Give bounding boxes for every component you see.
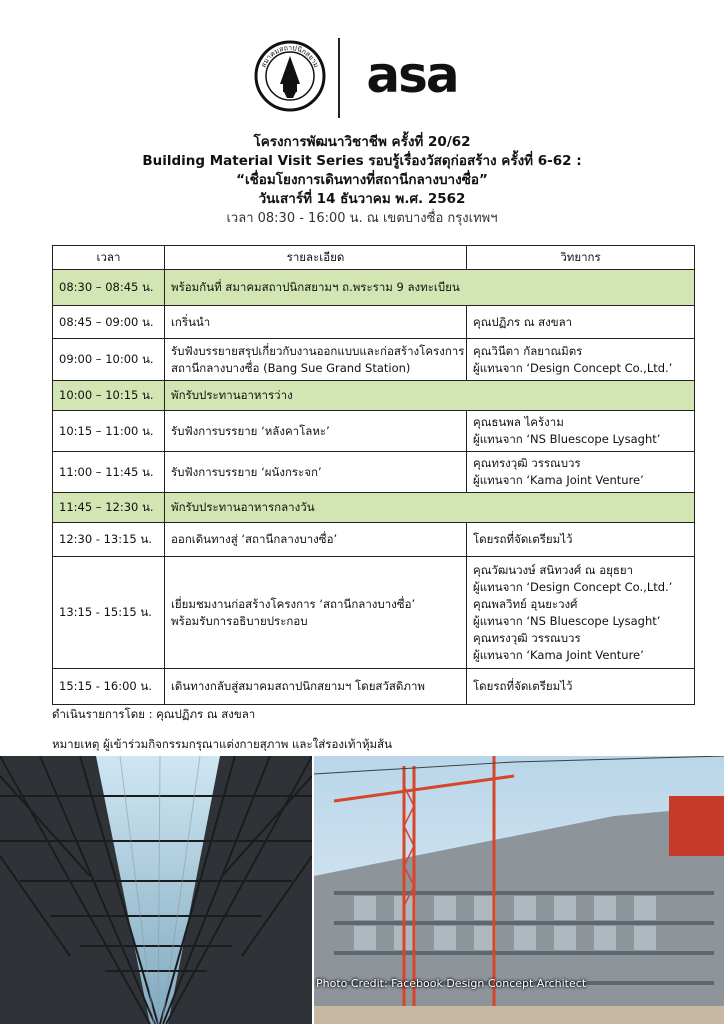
- event-theme: “เชื่อมโยงการเดินทางที่สถานีกลางบางซื่อ”: [236, 172, 488, 188]
- table-header-row: [53, 246, 695, 270]
- table-row: [53, 452, 695, 493]
- table-row: [53, 339, 695, 381]
- speaker-line: โดยรถที่จัดเตรียมไว้: [473, 679, 573, 693]
- asa-seal-logo: [254, 40, 326, 112]
- remark-note: หมายเหตุ ผู้เข้าร่วมกิจกรรมกรุณาแต่งกายสุภาพ และใส่รองเท้าหุ้มส้น: [52, 737, 392, 751]
- logo-row: [0, 38, 724, 122]
- row-detail: [165, 452, 467, 493]
- row-speaker: [467, 452, 695, 493]
- header-detail: รายละเอียด: [165, 246, 467, 270]
- row-time: 11:00 – 11:45 น.: [53, 452, 165, 493]
- table-row: [53, 411, 695, 452]
- table-row: [53, 306, 695, 339]
- detail-line: พักรับประทานอาหารว่าง: [171, 388, 293, 402]
- speaker-line: คุณทรงวุฒิ วรรณบวร: [473, 630, 581, 645]
- detail-line: รับฟังการบรรยาย ‘ผนังกระจก’: [171, 464, 322, 479]
- table-row: [53, 493, 695, 523]
- header-time: เวลา: [53, 246, 165, 270]
- row-detail: [165, 493, 695, 523]
- table-row: [53, 270, 695, 306]
- program-title: โครงการพัฒนาวิชาชีพ ครั้งที่ 20/62: [253, 134, 471, 150]
- row-time: 11:45 – 12:30 น.: [53, 493, 165, 523]
- row-speaker: [467, 669, 695, 705]
- row-time: 13:15 - 15:15 น.: [53, 557, 165, 669]
- schedule-table: [52, 245, 695, 705]
- row-time: 08:30 – 08:45 น.: [53, 270, 165, 306]
- speaker-line: โดยรถที่จัดเตรียมไว้: [473, 532, 573, 546]
- row-time: 15:15 - 16:00 น.: [53, 669, 165, 705]
- photo-credit: Photo Credit: Facebook Design Concept Architect: [316, 977, 587, 990]
- row-detail: [165, 339, 467, 381]
- row-speaker: [467, 411, 695, 452]
- row-detail: [165, 669, 467, 705]
- row-time: 10:15 – 11:00 น.: [53, 411, 165, 452]
- speaker-line: ผู้แทนจาก ‘NS Bluescope Lysaght’: [473, 432, 661, 446]
- speaker-line: คุณธนพล ไคร้งาม: [473, 415, 564, 429]
- header-speaker: วิทยากร: [467, 246, 695, 270]
- row-detail: [165, 306, 467, 339]
- asa-brand-text: asa: [366, 46, 458, 104]
- row-detail: [165, 523, 467, 557]
- speaker-line: คุณวัฒนวงษ์ สนิทวงศ์ ณ อยุธยา: [473, 562, 634, 577]
- detail-line: พร้อมกันที่ สมาคมสถาปนิกสยามฯ ถ.พระราม 9 ลงทะเบียน: [171, 280, 460, 294]
- detail-line: รับฟังการบรรยาย ‘หลังคาโลหะ’: [171, 423, 330, 438]
- event-date: วันเสาร์ที่ 14 ธันวาคม พ.ศ. 2562: [258, 191, 466, 207]
- row-detail: [165, 557, 467, 669]
- speaker-line: คุณพลวิทย์ อุนยะวงศ์: [473, 596, 578, 611]
- station-roof-photo: [0, 756, 312, 1024]
- row-detail: [165, 270, 695, 306]
- speaker-line: ผู้แทนจาก ‘Kama Joint Venture’: [473, 473, 644, 487]
- detail-line: เยี่ยมชมงานก่อสร้างโครงการ ‘สถานีกลางบางซื่อ’: [171, 596, 416, 611]
- row-detail: [165, 381, 695, 411]
- row-time: 12:30 - 13:15 น.: [53, 523, 165, 557]
- seal-text: สมาคมสถาปนิกสยาม: [259, 43, 321, 69]
- asa-brand-logo: [350, 46, 474, 106]
- detail-line: เกริ่นนำ: [171, 314, 211, 329]
- table-row: [53, 669, 695, 705]
- speaker-line: ผู้แทนจาก ‘Design Concept Co.,Ltd.’: [473, 579, 673, 594]
- row-speaker: [467, 339, 695, 381]
- row-time: 09:00 – 10:00 น.: [53, 339, 165, 381]
- detail-line: เดินทางกลับสู่สมาคมสถาปนิกสยามฯ โดยสวัสดิภาพ: [171, 679, 426, 693]
- detail-line: รับฟังบรรยายสรุปเกี่ยวกับงานออกแบบและก่อสร้างโครงการ: [171, 343, 465, 358]
- row-time: 08:45 – 09:00 น.: [53, 306, 165, 339]
- logo-divider: [338, 38, 340, 118]
- detail-line: สถานีกลางบางซื่อ (Bang Sue Grand Station): [171, 360, 411, 375]
- organizer-note: ดำเนินรายการโดย : คุณปฏิภร ณ สงขลา: [52, 707, 256, 721]
- speaker-line: คุณปฏิภร ณ สงขลา: [473, 314, 573, 329]
- table-row: [53, 381, 695, 411]
- speaker-line: ผู้แทนจาก ‘Design Concept Co.,Ltd.’: [473, 360, 673, 375]
- table-row: [53, 523, 695, 557]
- table-row: [53, 557, 695, 669]
- detail-line: พักรับประทานอาหารกลางวัน: [171, 500, 315, 514]
- row-speaker: [467, 306, 695, 339]
- speaker-line: คุณทรงวุฒิ วรรณบวร: [473, 456, 581, 470]
- detail-line: พร้อมรับการอธิบายประกอบ: [171, 613, 308, 628]
- speaker-line: ผู้แทนจาก ‘NS Bluescope Lysaght’: [473, 613, 661, 628]
- series-title: Building Material Visit Series รอบรู้เรื่องวัสดุก่อสร้าง ครั้งที่ 6-62 :: [142, 153, 582, 169]
- row-speaker: [467, 557, 695, 669]
- row-speaker: [467, 523, 695, 557]
- title-block: [0, 133, 724, 228]
- speaker-line: ผู้แทนจาก ‘Kama Joint Venture’: [473, 647, 644, 662]
- event-time-location: เวลา 08:30 - 16:00 น. ณ เขตบางซื่อ กรุงเทพฯ: [226, 211, 498, 226]
- detail-line: ออกเดินทางสู่ ‘สถานีกลางบางซื่อ’: [171, 532, 338, 546]
- row-detail: [165, 411, 467, 452]
- row-time: 10:00 – 10:15 น.: [53, 381, 165, 411]
- speaker-line: คุณวินีตา กัลยาณมิตร: [473, 343, 583, 358]
